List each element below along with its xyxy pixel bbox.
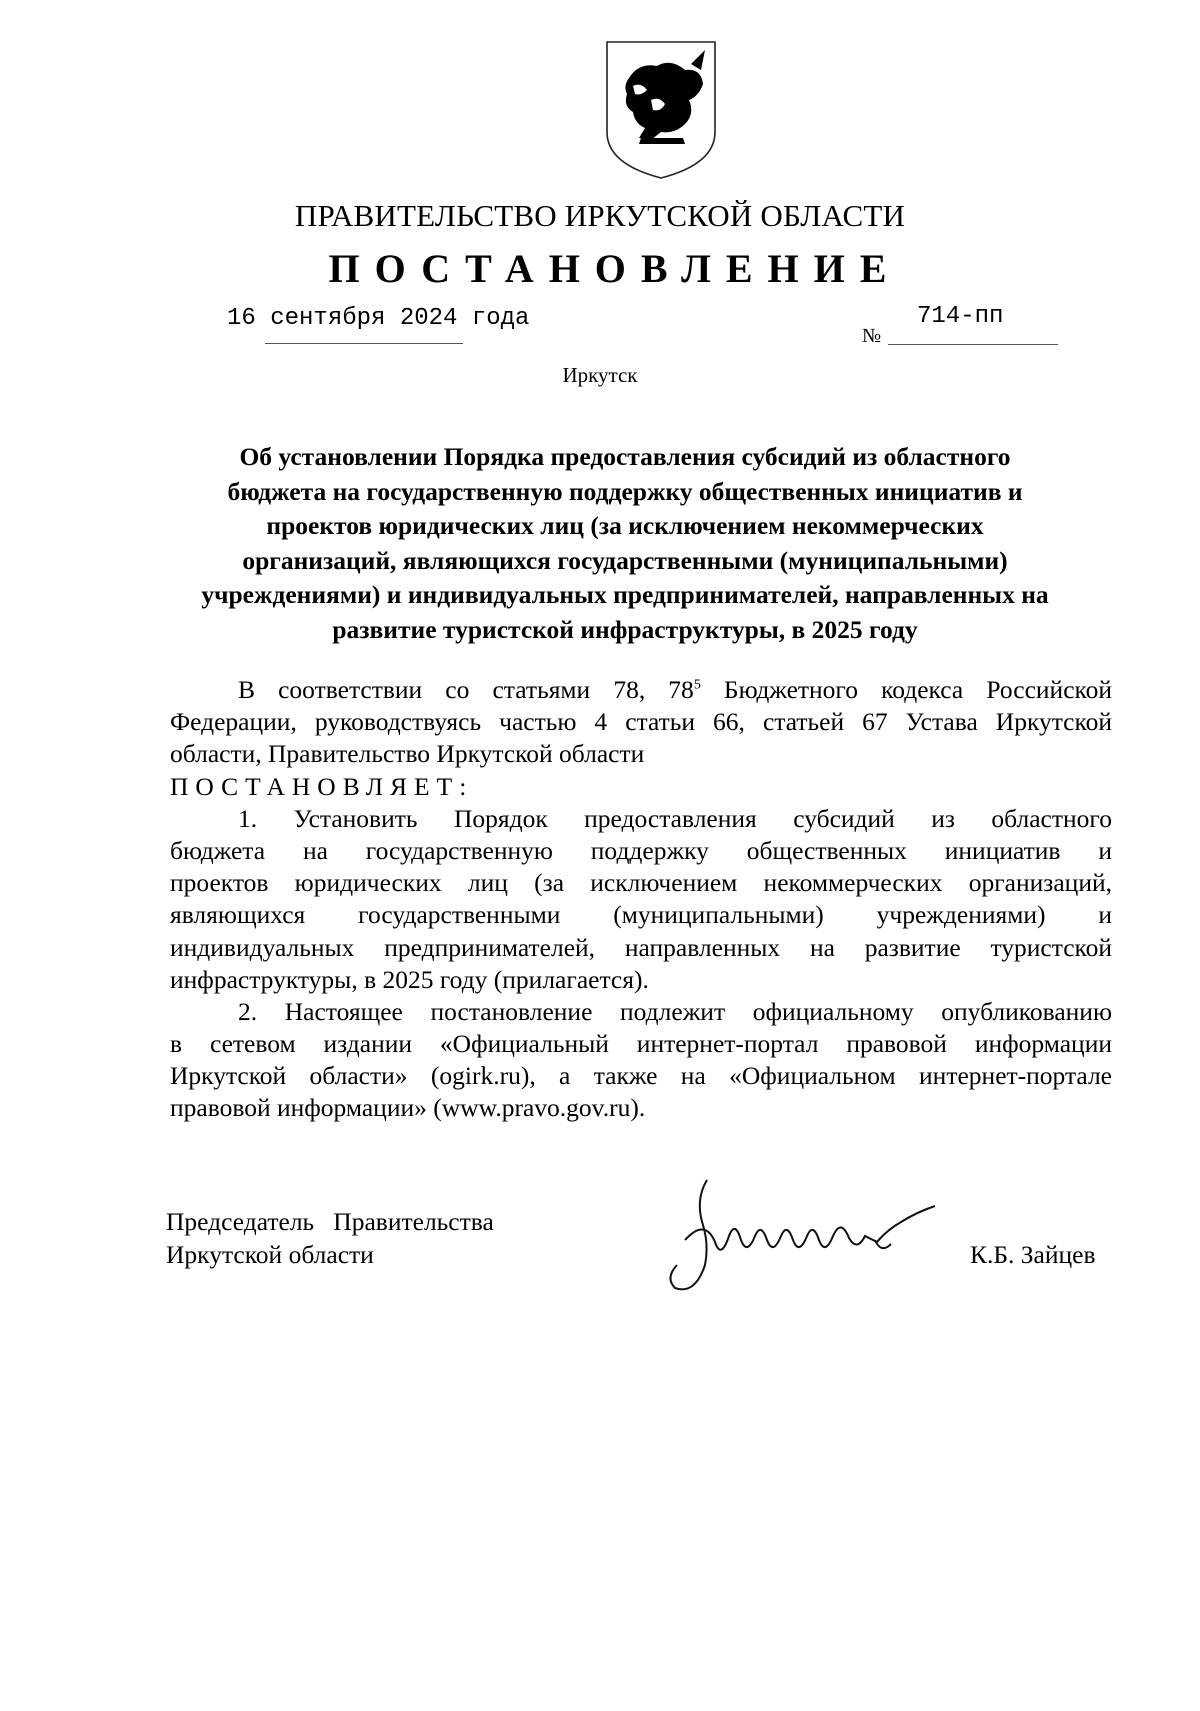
document-date: 16 сентября 2024 года bbox=[227, 305, 530, 332]
item1-line: индивидуальных предпринимателей, направленных на развитие туристской bbox=[170, 932, 1112, 962]
signatory-position bbox=[166, 1205, 494, 1271]
preamble-line: области, Правительство Иркутской области bbox=[170, 739, 645, 769]
position-line: Председатель Правительства bbox=[166, 1207, 494, 1236]
document-kind: ПОСТАНОВЛЕНИЕ bbox=[328, 246, 902, 291]
heading-line: Об установлении Порядка предоставления субсидий из областного bbox=[239, 442, 1011, 471]
heading-line: проектов юридических лиц (за исключением некоммерческих bbox=[266, 511, 984, 540]
item1-line: являющихся государственными (муниципальными) учреждениями) и bbox=[170, 900, 1112, 930]
item2-line: 2. Настоящее постановление подлежит официальному опубликованию bbox=[238, 996, 1112, 1026]
preamble-text: В соответствии со статьями 78, 78 bbox=[238, 675, 694, 704]
preamble-line bbox=[170, 674, 1112, 706]
item1-line: инфраструктуры, в 2025 году (прилагается). bbox=[170, 964, 649, 994]
document-number: 714-пп bbox=[917, 303, 1004, 330]
document-heading bbox=[170, 440, 1080, 647]
date-underline bbox=[265, 343, 463, 344]
number-sign: № bbox=[862, 325, 882, 347]
signatory-name: К.Б. Зайцев bbox=[970, 1240, 1096, 1269]
number-underline bbox=[888, 344, 1058, 345]
heading-line: организаций, являющихся государственными (муниципальными) bbox=[242, 545, 1008, 575]
decree-word: ПОСТАНОВЛЯЕТ: bbox=[170, 771, 474, 801]
item1-line: проектов юридических лиц (за исключением некоммерческих организаций, bbox=[170, 868, 1112, 898]
government-title: ПРАВИТЕЛЬСТВО ИРКУТСКОЙ ОБЛАСТИ bbox=[294, 198, 906, 233]
heading-line: учреждениями) и индивидуальных предпринимателей, направленных на bbox=[201, 580, 1049, 609]
item2-line: правовой информации» (www.pravo.gov.ru). bbox=[170, 1093, 646, 1123]
city: Иркутск bbox=[562, 363, 638, 387]
item1-line: 1. Установить Порядок предоставления субсидий из областного bbox=[238, 803, 1112, 833]
item2-line: в сетевом издании «Официальный интернет-портал правовой информации bbox=[170, 1029, 1112, 1059]
preamble-line: Федерации, руководствуясь частью 4 статьи 66, статьей 67 Устава Иркутской bbox=[170, 707, 1112, 737]
handwritten-signature bbox=[665, 1170, 950, 1315]
preamble-text: Бюджетного кодекса Российской bbox=[700, 675, 1112, 704]
document-body bbox=[170, 674, 1112, 1125]
item2-line: Иркутской области» (ogirk.ru), а также на «Официальном интернет-портале bbox=[170, 1061, 1112, 1091]
heading-line: развитие туристской инфраструктуры, в 2025 году bbox=[332, 614, 918, 644]
item1-line: бюджета на государственную поддержку общественных инициатив и bbox=[170, 835, 1112, 865]
position-line: Иркутской области bbox=[166, 1240, 374, 1269]
article-superscript: 5 bbox=[693, 677, 701, 693]
heading-line: бюджета на государственную поддержку общественных инициатив и bbox=[227, 476, 1023, 506]
coat-of-arms-icon bbox=[605, 40, 717, 180]
